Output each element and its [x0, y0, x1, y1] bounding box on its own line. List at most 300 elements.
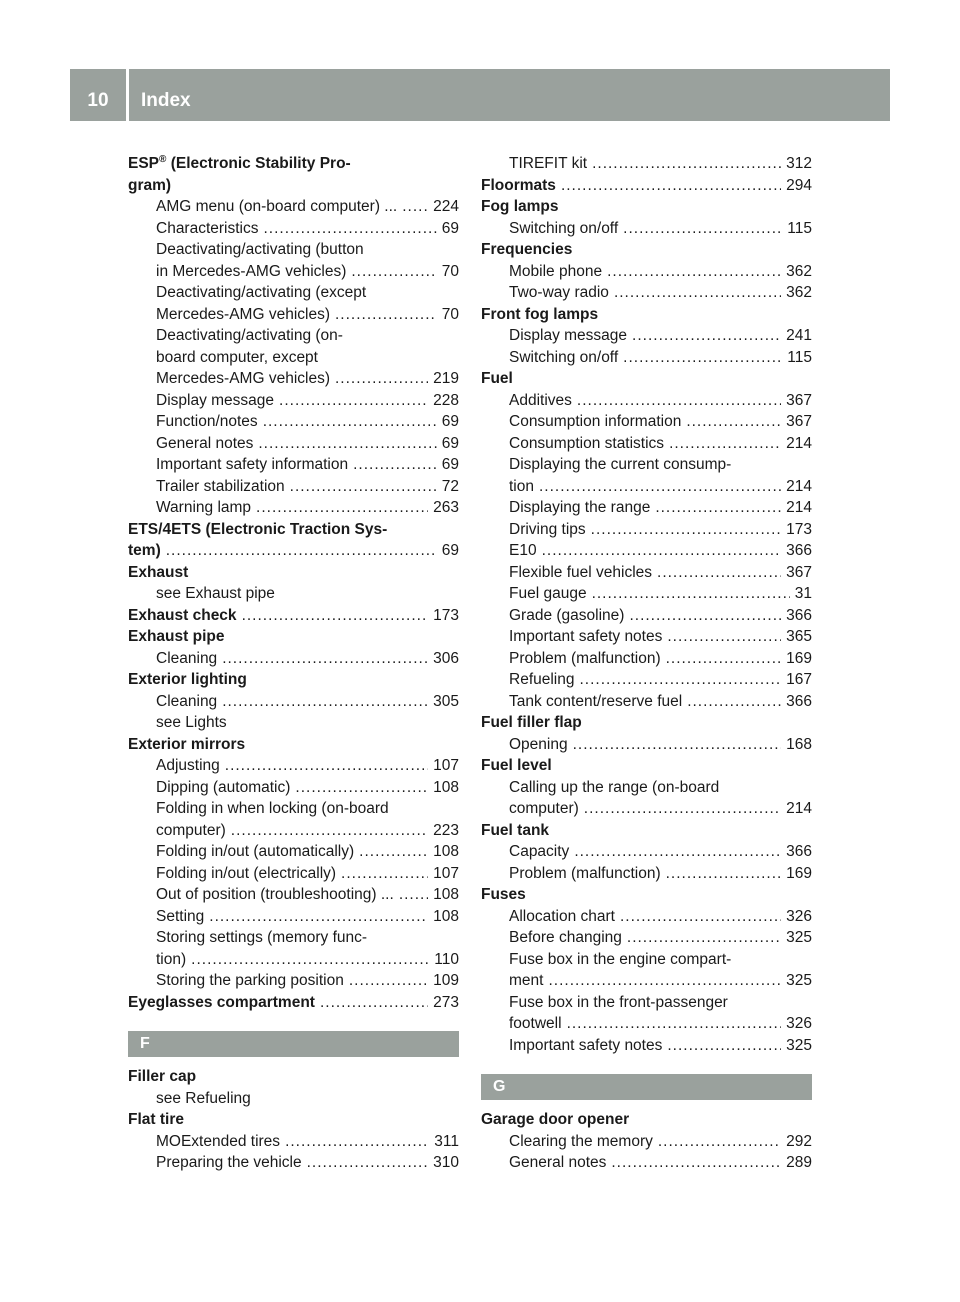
entry-text: computer) — [509, 800, 579, 817]
index-subentry — [481, 153, 812, 175]
page-reference: 219 — [433, 370, 459, 387]
index-subentry — [128, 497, 459, 519]
index-subentry — [128, 841, 459, 863]
index-subentry — [481, 841, 812, 863]
dot-leader — [574, 841, 781, 863]
entry-text: ment — [509, 972, 544, 989]
entry-text: Capacity — [509, 843, 570, 860]
page-reference: 306 — [433, 649, 459, 667]
entry-text: Grade (gasoline) — [509, 606, 625, 624]
dot-leader — [225, 755, 428, 777]
dot-leader — [584, 798, 781, 820]
index-subentry — [481, 949, 812, 971]
index-subentry — [481, 669, 812, 691]
index-subentry — [481, 906, 812, 928]
entry-text: Preparing the vehicle — [156, 1154, 302, 1171]
page-reference: 109 — [433, 972, 459, 989]
dot-leader — [592, 583, 790, 605]
entry-text: Exhaust — [128, 563, 189, 581]
page-reference: 294 — [786, 176, 812, 194]
index-entry — [128, 153, 459, 175]
page-reference: 326 — [786, 1015, 812, 1032]
dot-leader — [658, 1131, 781, 1153]
dot-leader — [335, 304, 437, 326]
page-reference: 69 — [441, 434, 459, 452]
entry-text: Storing settings (memory func- — [156, 929, 368, 946]
entry-text: Deactivating/activating (button — [156, 241, 364, 258]
index-subentry — [481, 282, 812, 304]
entry-text: Fuel gauge — [509, 585, 587, 602]
dot-leader — [687, 691, 781, 713]
dot-leader — [620, 906, 781, 928]
entry-text: Mercedes-AMG vehicles) — [156, 305, 330, 323]
page-reference: 214 — [786, 800, 812, 817]
dot-leader — [667, 1035, 781, 1057]
entry-text: Adjusting — [156, 757, 220, 774]
index-subentry — [128, 691, 459, 713]
index-subentry — [481, 734, 812, 756]
index-subentry — [128, 712, 459, 734]
dot-leader — [290, 476, 437, 498]
entry-text: Deactivating/activating (on- — [156, 327, 343, 344]
index-subentry — [128, 239, 459, 261]
entry-text: Important safety notes — [509, 1036, 663, 1054]
index-entry — [481, 175, 812, 197]
entry-text: Opening — [509, 735, 568, 753]
entry-text: see Lights — [156, 714, 227, 731]
index-subentry — [128, 476, 459, 498]
index-subentry — [481, 562, 812, 584]
dot-leader — [592, 153, 781, 175]
index-entry — [481, 196, 812, 218]
entry-text: Eyeglasses compartment — [128, 993, 315, 1011]
entry-text: Exterior lighting — [128, 671, 247, 688]
entry-text: ESP® (Electronic Stability Pro- — [128, 153, 351, 172]
page-reference: 311 — [434, 1132, 459, 1150]
dot-leader — [666, 648, 782, 670]
index-subentry — [128, 390, 459, 412]
entry-text: Mobile phone — [509, 262, 603, 280]
index-subentry — [481, 626, 812, 648]
entry-text: ETS/4ETS (Electronic Traction Sys- — [128, 520, 388, 538]
page-reference: 241 — [786, 327, 812, 344]
entry-text: Problem (malfunction) — [509, 864, 661, 882]
entry-text: tem) — [128, 542, 161, 559]
dot-leader — [263, 411, 437, 433]
dot-leader — [231, 820, 428, 842]
entry-text: General notes — [509, 1154, 607, 1171]
page-reference: 366 — [786, 542, 812, 559]
header-divider — [126, 69, 129, 121]
page-reference: 115 — [787, 348, 812, 366]
entry-text: footwell — [509, 1015, 562, 1032]
index-subentry — [128, 927, 459, 949]
dot-leader — [655, 497, 781, 519]
dot-leader — [341, 863, 428, 885]
dot-leader — [242, 605, 429, 627]
index-entry — [481, 239, 812, 261]
entry-text: Fuse box in the engine compart- — [509, 950, 732, 968]
entry-text: Characteristics — [156, 219, 259, 237]
entry-text: Front fog lamps — [481, 305, 599, 323]
entry-text: Dipping (automatic) — [156, 778, 291, 796]
entry-text: tion) — [156, 950, 187, 968]
index-subentry — [128, 368, 459, 390]
index-subentry — [481, 454, 812, 476]
page-reference: 263 — [433, 499, 459, 516]
page-reference: 366 — [786, 606, 812, 624]
index-subentry — [481, 497, 812, 519]
index-subentry — [128, 411, 459, 433]
page-reference: 173 — [433, 606, 459, 624]
index-subentry — [481, 992, 812, 1014]
index-entry — [481, 368, 812, 390]
index-subentry — [128, 196, 459, 218]
entry-text: Exterior mirrors — [128, 735, 246, 753]
entry-text: Fuel level — [481, 757, 552, 774]
dot-leader — [580, 669, 782, 691]
entry-text: Displaying the range — [509, 499, 651, 516]
entry-text: Driving tips — [509, 520, 586, 538]
dot-leader — [359, 841, 428, 863]
page-reference: 169 — [786, 864, 812, 882]
index-entry — [128, 562, 459, 584]
index-subentry — [128, 304, 459, 326]
page-reference: 70 — [441, 262, 459, 280]
page-reference: 169 — [786, 649, 812, 667]
entry-text: Setting — [156, 907, 205, 925]
entry-text: gram) — [128, 176, 172, 194]
dot-leader — [567, 1013, 782, 1035]
page-reference: 69 — [441, 219, 459, 237]
entry-text: see Exhaust pipe — [156, 585, 275, 602]
index-subentry — [481, 648, 812, 670]
dot-leader — [611, 1152, 781, 1174]
entry-text: E10 — [509, 542, 537, 559]
index-entry — [481, 1109, 812, 1131]
entry-text: TIREFIT kit — [509, 155, 588, 172]
entry-text: Fuse box in the front-passenger — [509, 993, 728, 1011]
dot-leader — [591, 519, 781, 541]
dot-leader — [222, 691, 428, 713]
dot-leader — [669, 433, 781, 455]
dot-leader — [548, 970, 781, 992]
page-reference: 325 — [786, 1036, 812, 1054]
section-heading: G — [481, 1074, 812, 1100]
entry-text: Refueling — [509, 671, 575, 688]
index-entry — [128, 1066, 459, 1088]
entry-text: Folding in/out (automatically) — [156, 843, 355, 860]
index-subentry — [481, 411, 812, 433]
index-subentry — [128, 218, 459, 240]
index-subentry — [128, 433, 459, 455]
page-reference: 69 — [441, 413, 459, 430]
page-reference: 366 — [786, 692, 812, 710]
dot-leader — [627, 927, 781, 949]
dot-leader — [573, 734, 782, 756]
entry-text: General notes — [156, 434, 254, 452]
page-reference: 224 — [433, 198, 459, 215]
entry-text: Flat tire — [128, 1111, 184, 1128]
page-reference: 367 — [786, 563, 812, 581]
index-entry — [128, 519, 459, 541]
index-subentry — [128, 884, 459, 906]
page-reference: 365 — [786, 628, 812, 645]
dot-leader — [623, 347, 782, 369]
index-entry — [128, 669, 459, 691]
page-reference: 223 — [433, 821, 459, 839]
index-subentry — [128, 325, 459, 347]
entry-text: Before changing — [509, 929, 622, 946]
index-subentry — [128, 282, 459, 304]
dot-leader — [399, 884, 428, 906]
entry-text: in Mercedes-AMG vehicles) — [156, 262, 347, 280]
entry-text: Deactivating/activating (except — [156, 284, 367, 301]
dot-leader — [349, 970, 428, 992]
index-subentry — [481, 927, 812, 949]
entry-text: Consumption statistics — [509, 434, 665, 452]
index-subentry — [481, 325, 812, 347]
dot-leader — [666, 863, 782, 885]
index-subentry — [481, 476, 812, 498]
index-subentry — [481, 798, 812, 820]
page-reference: 366 — [786, 843, 812, 860]
entry-text: Exhaust check — [128, 606, 237, 624]
index-subentry — [128, 798, 459, 820]
entry-text: AMG menu (on-board computer) ... — [156, 198, 398, 215]
entry-text: Tank content/reserve fuel — [509, 692, 683, 710]
page-reference: 168 — [786, 735, 812, 753]
index-subentry — [481, 583, 812, 605]
page-reference: 214 — [786, 499, 812, 516]
index-subentry — [128, 347, 459, 369]
entry-text: Folding in when locking (on-board — [156, 800, 389, 817]
page-reference: 115 — [787, 219, 812, 237]
dot-leader — [614, 282, 781, 304]
dot-leader — [577, 390, 781, 412]
index-subentry — [128, 1088, 459, 1110]
dot-leader — [667, 626, 781, 648]
dot-leader — [539, 476, 781, 498]
index-entry — [128, 605, 459, 627]
entry-text: Calling up the range (on-board — [509, 778, 720, 796]
page-reference: 70 — [441, 305, 459, 323]
dot-leader — [264, 218, 437, 240]
index-subentry — [481, 1152, 812, 1174]
page-reference: 72 — [441, 477, 459, 495]
dot-leader — [256, 497, 428, 519]
entry-text: Important safety notes — [509, 628, 663, 645]
index-subentry — [481, 970, 812, 992]
page-reference: 292 — [786, 1132, 812, 1150]
index-subentry — [481, 218, 812, 240]
dot-leader — [335, 368, 428, 390]
entry-text: Folding in/out (electrically) — [156, 864, 337, 882]
index-subentry — [128, 454, 459, 476]
index-subentry — [481, 691, 812, 713]
page-reference: 69 — [441, 542, 459, 559]
entry-text: Exhaust pipe — [128, 628, 225, 645]
page-reference: 110 — [434, 950, 459, 968]
entry-text: Fuel filler flap — [481, 714, 582, 731]
index-column-right — [481, 153, 812, 1174]
entry-text: Garage door opener — [481, 1111, 630, 1128]
index-entry — [128, 1109, 459, 1131]
entry-text: Mercedes-AMG vehicles) — [156, 370, 330, 387]
dot-leader — [686, 411, 781, 433]
dot-leader — [351, 261, 436, 283]
page-reference: 108 — [433, 843, 459, 860]
index-subentry — [128, 261, 459, 283]
dot-leader — [222, 648, 428, 670]
entry-text: Consumption information — [509, 413, 682, 430]
entry-text: Fuel — [481, 370, 513, 387]
entry-text: Switching on/off — [509, 219, 619, 237]
dot-leader — [632, 325, 781, 347]
entry-text: Floormats — [481, 176, 556, 194]
entry-text: board computer, except — [156, 348, 318, 366]
entry-text: computer) — [156, 821, 226, 839]
index-column-left — [128, 153, 459, 1174]
dot-leader — [279, 390, 428, 412]
dot-leader — [307, 1152, 429, 1174]
entry-text: Allocation chart — [509, 907, 615, 925]
index-subentry — [128, 648, 459, 670]
entry-text: tion — [509, 477, 534, 495]
dot-leader — [629, 605, 781, 627]
page-reference: 289 — [786, 1154, 812, 1171]
index-subentry — [128, 583, 459, 605]
entry-text: Clearing the memory — [509, 1132, 653, 1150]
dot-leader — [209, 906, 428, 928]
entry-text: Cleaning — [156, 692, 218, 710]
page-reference: 312 — [786, 155, 812, 172]
index-subentry — [128, 755, 459, 777]
page-reference: 173 — [786, 520, 812, 538]
page-reference: 367 — [786, 413, 812, 430]
dot-leader — [295, 777, 428, 799]
entry-text: Storing the parking position — [156, 972, 344, 989]
entry-text: Warning lamp — [156, 499, 252, 516]
page-reference: 367 — [786, 391, 812, 409]
page-reference: 305 — [433, 692, 459, 710]
index-subentry — [481, 433, 812, 455]
entry-text: MOExtended tires — [156, 1132, 281, 1150]
page-reference: 214 — [786, 434, 812, 452]
index-subentry — [481, 605, 812, 627]
index-entry — [128, 175, 459, 197]
page-reference: 326 — [786, 907, 812, 925]
entry-text: see Refueling — [156, 1089, 251, 1107]
index-subentry — [481, 1131, 812, 1153]
entry-text: Display message — [509, 327, 628, 344]
index-subentry — [128, 949, 459, 971]
page-number: 10 — [87, 90, 109, 111]
dot-leader — [542, 540, 782, 562]
dot-leader — [258, 433, 436, 455]
index-entry — [128, 540, 459, 562]
page-reference: 273 — [433, 993, 459, 1011]
dot-leader — [657, 562, 781, 584]
entry-text: Flexible fuel vehicles — [509, 563, 653, 581]
index-subentry — [481, 540, 812, 562]
index-subentry — [128, 1131, 459, 1153]
dot-leader — [623, 218, 782, 240]
index-subentry — [128, 820, 459, 842]
page-title: Index — [141, 90, 191, 111]
index-subentry — [481, 519, 812, 541]
index-subentry — [128, 906, 459, 928]
page-reference: 214 — [786, 477, 812, 495]
index-subentry — [128, 1152, 459, 1174]
index-entry — [128, 992, 459, 1014]
page-reference: 310 — [433, 1154, 459, 1171]
page-reference: 228 — [433, 391, 459, 409]
dot-leader — [353, 454, 437, 476]
index-entry — [481, 820, 812, 842]
entry-text: Additives — [509, 391, 572, 409]
index-subentry — [128, 777, 459, 799]
section-heading: F — [128, 1031, 459, 1057]
dot-leader — [561, 175, 781, 197]
dot-leader — [320, 992, 428, 1014]
entry-text: Important safety information — [156, 456, 349, 473]
page-reference: 108 — [433, 886, 459, 903]
index-subentry — [481, 347, 812, 369]
entry-text: Display message — [156, 391, 275, 409]
page-reference: 167 — [786, 671, 812, 688]
entry-text: Trailer stabilization — [156, 477, 285, 495]
index-subentry — [128, 863, 459, 885]
entry-text: Problem (malfunction) — [509, 649, 661, 667]
index-entry — [481, 304, 812, 326]
entry-text: Function/notes — [156, 413, 258, 430]
index-subentry — [481, 863, 812, 885]
index-subentry — [481, 1035, 812, 1057]
index-subentry — [481, 777, 812, 799]
index-entry — [481, 755, 812, 777]
page-reference: 362 — [786, 262, 812, 280]
page-reference: 31 — [794, 585, 812, 602]
page-reference: 362 — [786, 284, 812, 301]
entry-text: Fuses — [481, 886, 526, 903]
page-reference: 107 — [433, 757, 459, 774]
entry-text: Cleaning — [156, 649, 218, 667]
entry-text: Switching on/off — [509, 348, 619, 366]
index-entry — [128, 626, 459, 648]
entry-text: Fuel tank — [481, 821, 550, 839]
dot-leader — [166, 540, 437, 562]
entry-text: Displaying the current consump- — [509, 456, 732, 473]
entry-text: Out of position (troubleshooting) ... — [156, 886, 394, 903]
index-subentry — [128, 970, 459, 992]
dot-leader — [191, 949, 429, 971]
entry-text: Filler cap — [128, 1068, 197, 1085]
index-subentry — [481, 1013, 812, 1035]
index-subentry — [481, 261, 812, 283]
dot-leader — [285, 1131, 429, 1153]
dot-leader — [607, 261, 781, 283]
index-entry — [128, 734, 459, 756]
index-entry — [481, 884, 812, 906]
index-subentry — [481, 390, 812, 412]
page-reference: 107 — [433, 864, 459, 882]
entry-text: Frequencies — [481, 241, 573, 258]
entry-text: Two-way radio — [509, 284, 609, 301]
page-reference: 69 — [441, 456, 459, 473]
dot-leader — [402, 196, 428, 218]
page-reference: 108 — [433, 778, 459, 796]
